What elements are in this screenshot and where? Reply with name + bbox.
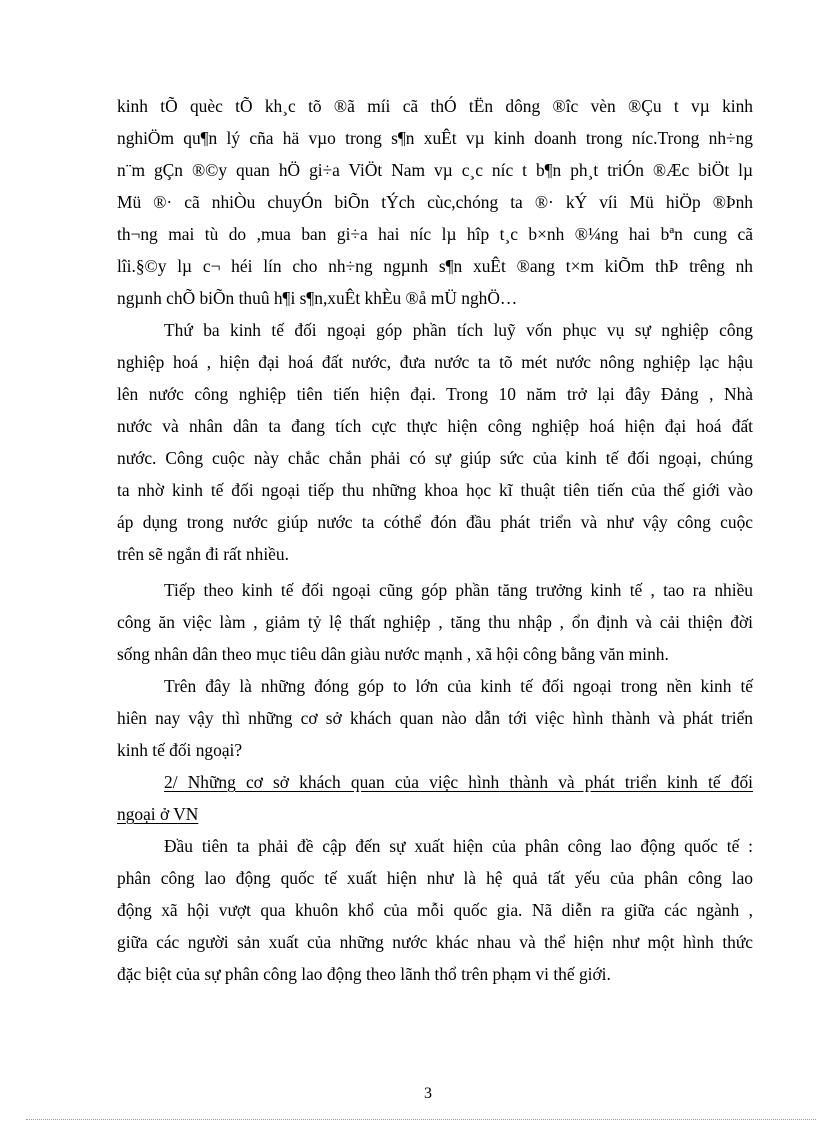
text-line: Đầu tiên ta phải đề cập đến sự xuất hiện của phân công lao động quốc tế : xyxy=(164,836,753,856)
text-line: Trên đây là những đóng góp to lớn của kinh tế đối ngoại trong nền kinh tế xyxy=(164,676,753,696)
text-line: kinh tế đối ngoại? xyxy=(117,740,243,760)
text-line: công ăn việc làm , giảm tỷ lệ thất nghiệp , tăng thu nhập , ổn định và cải thiện đời xyxy=(117,612,753,632)
text-line: kinh tÕ quèc tÕ kh¸c tõ ®ã míi cã thÓ tËn dông ®îc vèn ®Çu t vµ kinh xyxy=(117,96,753,116)
text-line: Tiếp theo kinh tế đối ngoại cũng góp phần tăng trưởng kinh tế , tao ra nhiều xyxy=(164,580,753,600)
page-bottom-divider xyxy=(26,1119,816,1120)
section-heading-line: ngoại ở VN xyxy=(117,804,199,824)
page-number: 3 xyxy=(424,1085,432,1102)
text-line: nghiÖm qu¶n lý cña hä vµo trong s¶n xuÊt vµ kinh doanh trong níc.Trong nh÷ng xyxy=(117,128,753,148)
text-line: lên nước công nghiệp tiên tiến hiện đại. Trong 10 năm trở lại đây Đảng , Nhà xyxy=(117,384,753,404)
text-line: ngµnh chÕ biÕn thuû h¶i s¶n,xuÊt khÈu ®å mÜ nghÖ… xyxy=(117,288,518,308)
text-line: giữa các người sản xuất của những nước khác nhau và thể hiện như một hình thức xyxy=(117,932,753,952)
text-line: áp dụng trong nước giúp nước ta cóthể đón đầu phát triển và như vậy công cuộc xyxy=(117,512,753,532)
text-line: đặc biệt của sự phân công lao động theo lãnh thổ trên phạm vi thế giới. xyxy=(117,964,611,984)
text-line: Mü ®· cã nhiÒu chuyÓn biÕn tÝch cùc,chóng ta ®· kÝ víi Mü hiÖp ®Þnh xyxy=(117,192,753,212)
section-heading-line: 2/ Những cơ sở khách quan của việc hình thành và phát triển kinh tế đối xyxy=(164,772,753,792)
text-line: nghiệp hoá , hiện đại hoá đất nước, đưa nước ta tõ mét nước nông nghiệp lạc hậu xyxy=(117,352,753,372)
text-line: hiên nay vậy thì những cơ sở khách quan nào dẫn tới việc hình thành và phát triển xyxy=(117,708,753,728)
text-line: ta nhờ kinh tế đối ngoại tiếp thu những khoa học kĩ thuật tiên tiến của thế giới vào xyxy=(117,480,753,500)
text-line: Thứ ba kinh tế đối ngoại góp phần tích luỹ vốn phục vụ sự nghiệp công xyxy=(164,320,753,340)
text-line: nước và nhân dân ta đang tích cực thực hiện công nghiệp hoá hiện đại hoá đất xyxy=(117,416,753,436)
text-line: nước. Công cuộc này chắc chắn phải có sự giúp sức của kinh tế đối ngoại, chúng xyxy=(117,448,753,468)
text-line: trên sẽ ngắn đi rất nhiều. xyxy=(117,544,289,564)
text-line: th¬ng mai tù do ,mua ban gi÷a hai níc lµ hîp t¸c b×nh ®¼ng hai bªn cung cã xyxy=(117,224,753,244)
text-line: sống nhân dân theo mục tiêu dân giàu nước mạnh , xã hội công bằng văn minh. xyxy=(117,644,669,664)
text-line: phân công lao động quốc tế xuất hiện như là hệ quả tất yếu của phân công lao xyxy=(117,868,753,888)
text-line: động xã hội vượt qua khuôn khổ của mỗi quốc gia. Nã diễn ra giữa các ngành , xyxy=(117,900,753,920)
text-line: n¨m gÇn ®©y quan hÖ gi÷a ViÖt Nam vµ c¸c níc t b¶n ph¸t triÓn ®Æc biÖt lµ xyxy=(117,160,753,180)
text-line: lîi.§©y lµ c¬ héi lín cho nh÷ng ngµnh s¶n xuÊt ®ang t×m kiÕm thÞ trêng nh xyxy=(117,256,753,276)
